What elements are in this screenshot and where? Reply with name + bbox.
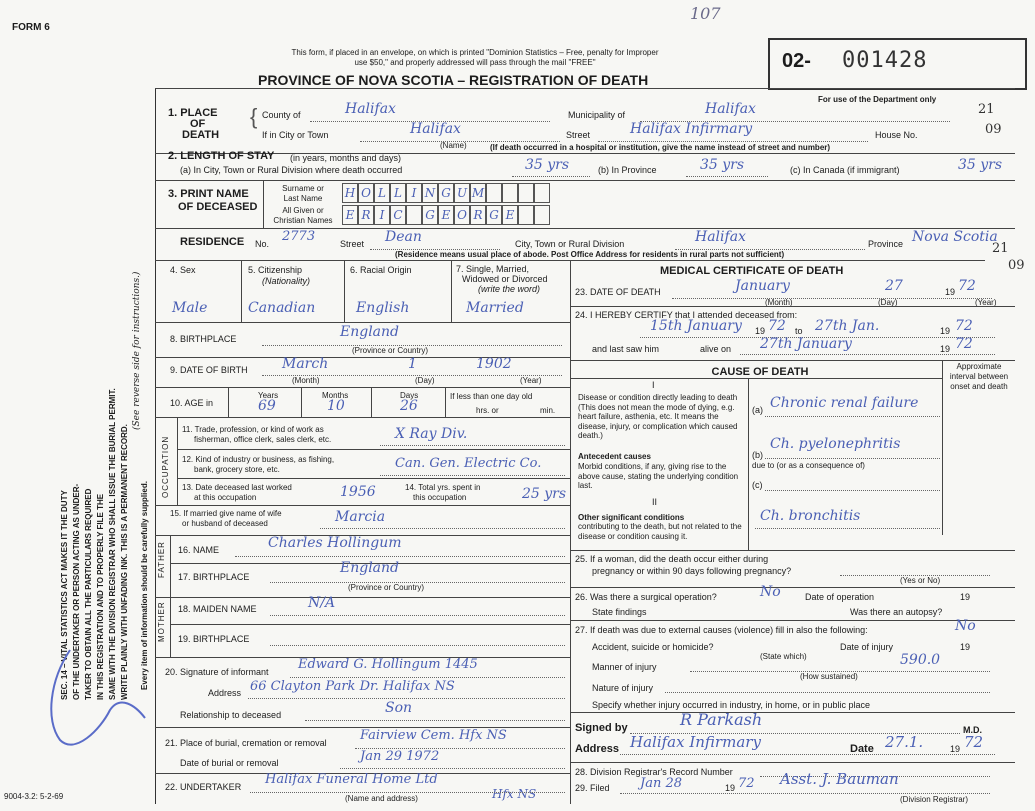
given-letter-box[interactable]: R	[470, 205, 486, 225]
place-label: 1. PLACE OF DEATH	[168, 107, 220, 141]
surname-letter-box[interactable]: H	[342, 183, 358, 203]
age-label: 10. AGE in	[170, 398, 214, 408]
date-death-day[interactable]: 27	[885, 278, 903, 294]
registrar-value[interactable]: Asst. J. Bauman	[780, 770, 899, 788]
side-line-8: Every item of information should be carefully supplied.	[140, 481, 149, 690]
residence-street-value[interactable]: Dean	[385, 229, 422, 245]
stay-a-value[interactable]: 35 yrs	[525, 157, 570, 173]
father-birthplace-label: 17. BIRTHPLACE	[178, 572, 250, 582]
given-letter-box[interactable]	[406, 205, 422, 225]
birthplace-value[interactable]: England	[340, 324, 400, 340]
stay-b-value[interactable]: 35 yrs	[700, 157, 745, 173]
date-injury-label: Date of injury	[840, 642, 894, 652]
trade-label: 11. Trade, profession, or kind of work as fisherman, office clerk, sales clerk, etc.	[182, 425, 332, 444]
date-death-month[interactable]: January	[735, 278, 790, 294]
stay-hint: (in years, months and days)	[290, 153, 402, 163]
given-letter-box[interactable]: I	[374, 205, 390, 225]
mother-maiden-label: 18. MAIDEN NAME	[178, 604, 257, 614]
alive-19: 19	[940, 344, 951, 354]
dob-month-hint: (Month)	[292, 376, 320, 385]
surname-letter-box[interactable]: G	[438, 183, 454, 203]
attend-from-19: 19	[755, 326, 766, 336]
side-line-1: SEC. 14 – VITAL STATISTICS ACT MAKES IT THE DUTY	[60, 490, 69, 700]
side-line-6: WRITE PLAINLY WITH UNFADING INK. THIS IS A PERMANENT RECORD.	[120, 424, 129, 700]
stay-a-label: (a) In City, Town or Rural Division where death occurred	[180, 165, 403, 175]
side-line-7: (See reverse side for instructions.)	[132, 271, 142, 430]
burial-date-label: Date of burial or removal	[180, 758, 279, 768]
residence-street-label: Street	[340, 239, 365, 249]
q25-label: 25. If a woman, did the death occur either during	[575, 554, 769, 564]
surname-letter-box[interactable]: O	[358, 183, 374, 203]
attend-to-19: 19	[940, 326, 951, 336]
city-label: If in City or Town	[262, 130, 329, 140]
residence-label: RESIDENCE	[180, 236, 245, 248]
stay-c-label: (c) In Canada (if immigrant)	[790, 165, 900, 175]
undertaker-hint: (Name and address)	[345, 794, 418, 803]
dob-year-hint: (Year)	[520, 376, 542, 385]
given-letter-box[interactable]: C	[390, 205, 406, 225]
cause-b-value[interactable]: Ch. pyelonephritis	[770, 436, 901, 452]
dob-day-hint: (Day)	[415, 376, 435, 385]
spouse-label: 15. If married give name of wife or husband of deceased	[170, 509, 282, 528]
occupation-side-label: OCCUPATION	[161, 435, 170, 498]
given-letter-box[interactable]: E	[438, 205, 454, 225]
med-address-label: Address	[575, 743, 620, 755]
med-date-19: 19	[950, 744, 961, 754]
due-to-label: due to (or as a consequence of)	[752, 461, 865, 470]
cause-title: CAUSE OF DEATH	[711, 366, 809, 378]
form-label: FORM 6	[12, 22, 50, 33]
side-line-4: IN THIS REGISTRATION AND TO PROPERLY FILE THE	[96, 493, 105, 700]
antecedent-text: Morbid conditions, if any, giving rise to the above cause, stating the underlying condition last.	[578, 462, 739, 490]
trade-value[interactable]: X Ray Div.	[395, 426, 468, 442]
informant-address-label: Address	[208, 688, 242, 698]
residence-province-value[interactable]: Nova Scotia	[912, 229, 998, 245]
medical-title: MEDICAL CERTIFICATE OF DEATH	[660, 265, 844, 277]
signature-scribble	[40, 640, 150, 760]
less-day-label: If less than one day old	[450, 392, 533, 401]
given-letter-box[interactable]: R	[358, 205, 374, 225]
med-date-label: Date	[850, 743, 874, 755]
cause-c-label: (c)	[752, 480, 763, 490]
father-name-label: 16. NAME	[178, 545, 220, 555]
roman-1: I	[652, 380, 655, 390]
nature-label: Nature of injury	[592, 683, 654, 693]
state-which-label: (State which)	[760, 652, 807, 661]
undertaker-value[interactable]: Halifax Funeral Home Ltd	[265, 772, 438, 787]
surname-letter-box[interactable]	[534, 183, 550, 203]
racial-value[interactable]: English	[356, 300, 410, 316]
date-death-year-prefix: 19	[945, 287, 956, 297]
years-label: Years	[258, 391, 279, 400]
father-name-value[interactable]: Charles Hollingum	[268, 535, 402, 551]
birthplace-label: 8. BIRTHPLACE	[170, 334, 237, 344]
industry-label: 12. Kind of industry or business, as fishing, bank, grocery store, etc.	[182, 455, 335, 474]
mother-birthplace-label: 19. BIRTHPLACE	[178, 634, 250, 644]
how-sustained-label: (How sustained)	[800, 672, 858, 681]
residence-no-label: No.	[255, 239, 270, 249]
marital-value[interactable]: Married	[466, 300, 524, 316]
manner-label: Manner of injury	[592, 662, 657, 672]
surname-letter-box[interactable]	[486, 183, 502, 203]
county-value[interactable]: Halifax	[345, 101, 396, 117]
relationship-value[interactable]: Son	[385, 700, 413, 716]
other-value[interactable]: Ch. bronchitis	[760, 508, 861, 524]
total-label: 14. Total yrs. spent in this occupation	[405, 483, 481, 502]
days-label: Days	[400, 391, 419, 400]
q28-label: 28. Division Registrar's Record Number	[575, 767, 733, 777]
reg-prefix: 02-	[782, 50, 811, 72]
last-worked-label: 13. Date deceased last worked at this occupation	[182, 483, 292, 502]
attend-from[interactable]: 15th January	[650, 318, 742, 334]
street-label: Street	[566, 130, 591, 140]
informant-address-value[interactable]: 66 Clayton Park Dr. Halifax NS	[250, 679, 455, 694]
mother-maiden-value[interactable]: N/A	[308, 595, 336, 611]
certify-label: 24. I HEREBY CERTIFY that I attended deceased from:	[575, 310, 798, 320]
mother-side-label: MOTHER	[157, 601, 166, 642]
attend-to-year[interactable]: 72	[955, 318, 973, 334]
residence-province-label: Province	[868, 239, 904, 249]
date-injury-19: 19	[960, 642, 971, 652]
undertaker-value-2[interactable]: Hfx NS	[492, 787, 537, 801]
filed-19: 19	[725, 783, 736, 793]
months-label: Months	[322, 391, 349, 400]
last-saw-label: and last saw him	[592, 344, 660, 354]
father-side-label: FATHER	[157, 541, 166, 578]
med-date-year[interactable]: 72	[964, 733, 984, 751]
dept-use-label: For use of the Department only	[818, 95, 937, 104]
date-death-year[interactable]: 72	[958, 278, 976, 294]
q27-label: 27. If death was due to external causes (violence) fill in also the following:	[575, 625, 868, 635]
surname-letter-box[interactable]: L	[390, 183, 406, 203]
q25-label-2: pregnancy or within 90 days following pregnancy?	[592, 566, 792, 576]
roman-2: II	[652, 497, 658, 507]
hospital-note: (If death occurred in a hospital or institution, give the name instead of street and number)	[490, 143, 831, 152]
q26-value[interactable]: No	[760, 584, 781, 600]
municipality-label: Municipality of	[568, 110, 626, 120]
alive-value[interactable]: 27th January	[760, 336, 852, 352]
father-birthplace-hint: (Province or Country)	[348, 583, 425, 592]
name-hint: (Name)	[440, 141, 467, 150]
specify-label: Specify whether injury occurred in industry, in home, or in public place	[592, 700, 870, 710]
surname-letter-box[interactable]: I	[406, 183, 422, 203]
given-letter-box[interactable]	[534, 205, 550, 225]
residence-code-2: 09	[1008, 258, 1025, 273]
signed-value[interactable]: R Parkash	[680, 710, 763, 729]
disease-label: Disease or condition directly leading to death (This does not mean the mode of dying, e.g. heart failure, asthenia, etc. It means the disease, injury, or complication which caused death.)	[578, 393, 738, 440]
surname-letter-box[interactable]	[518, 183, 534, 203]
dob-day[interactable]: 1	[408, 356, 417, 372]
last-worked-value[interactable]: 1956	[340, 484, 376, 500]
surname-letter-box[interactable]: N	[422, 183, 438, 203]
cause-a-label: (a)	[752, 405, 763, 415]
citizenship-hint: (Nationality)	[262, 276, 311, 286]
date-death-day-hint: (Day)	[878, 298, 898, 307]
residence-no-value[interactable]: 2773	[282, 229, 316, 244]
stay-b-label: (b) In Province	[598, 165, 657, 175]
surname-letter-box[interactable]: M	[470, 183, 486, 203]
given-letter-box[interactable]: G	[486, 205, 502, 225]
place-code-1: 21	[978, 102, 995, 117]
left-frame	[155, 88, 156, 804]
dob-month[interactable]: March	[282, 356, 329, 372]
top-frame	[155, 88, 1015, 89]
burial-date-value[interactable]: Jan 29 1972	[360, 749, 440, 764]
signed-label: Signed by	[575, 722, 628, 734]
racial-label: 6. Racial Origin	[350, 265, 412, 275]
manner-value[interactable]: 590.0	[900, 652, 941, 668]
op-date-19: 19	[960, 592, 971, 602]
months-value[interactable]: 10	[327, 398, 345, 414]
cause-b-label: (b)	[752, 450, 763, 460]
date-death-year-hint: (Year)	[975, 298, 997, 307]
other-text: contributing to the death, but not related to the disease or condition causing it.	[578, 522, 742, 541]
given-label: All Given or Christian Names	[273, 206, 333, 225]
residence-city-label: City, Town or Rural Division	[515, 239, 625, 249]
interval-label: Approximate interval between onset and death	[949, 362, 1009, 391]
q26-label: 26. Was there a surgical operation?	[575, 592, 717, 602]
residence-city-value[interactable]: Halifax	[695, 229, 746, 245]
accident-label: Accident, suicide or homicide?	[592, 642, 714, 652]
min-label: min.	[540, 406, 556, 415]
county-label: County of	[262, 110, 301, 120]
op-date-label: Date of operation	[805, 592, 875, 602]
days-value[interactable]: 26	[400, 398, 418, 414]
street-value[interactable]: Halifax Infirmary	[630, 121, 753, 137]
relationship-label: Relationship to deceased	[180, 710, 282, 720]
cause-a-value[interactable]: Chronic renal failure	[770, 395, 919, 411]
top-number: 107	[690, 4, 721, 23]
other-label: Other significant conditions	[578, 513, 685, 522]
date-death-label: 23. DATE OF DEATH	[575, 287, 661, 297]
given-letter-box[interactable]: O	[454, 205, 470, 225]
notice-line-2: use $50," and properly addressed will pass through the mail "FREE"	[354, 58, 596, 67]
industry-value[interactable]: Can. Gen. Electric Co.	[395, 456, 542, 471]
attend-from-year[interactable]: 72	[768, 318, 786, 334]
citizenship-value[interactable]: Canadian	[248, 300, 316, 316]
citizenship-label: 5. Citizenship	[248, 265, 303, 275]
city-value[interactable]: Halifax	[410, 121, 461, 137]
informant-sig-value[interactable]: Edward G. Hollingum 1445	[298, 657, 478, 672]
given-letter-box[interactable]	[518, 205, 534, 225]
father-birthplace-value[interactable]: England	[340, 560, 400, 576]
stay-label: 2. LENGTH OF STAY	[168, 150, 275, 162]
attend-to-label: to	[795, 326, 803, 336]
state-findings-label: State findings	[592, 607, 647, 617]
hrs-label: hrs. or	[476, 406, 499, 415]
sex-value[interactable]: Male	[172, 300, 208, 316]
total-value[interactable]: 25 yrs	[522, 486, 567, 502]
alive-label: alive on	[700, 344, 732, 354]
municipality-value[interactable]: Halifax	[705, 101, 756, 117]
marital-label: 7. Single, Married, Widowed or Divorced (write the word)	[456, 264, 548, 294]
registrar-hint: (Division Registrar)	[900, 795, 969, 804]
dob-year[interactable]: 1902	[476, 356, 512, 372]
years-value[interactable]: 69	[258, 398, 276, 414]
surname-label: Surname or Last Name	[282, 184, 324, 203]
reg-number: 001428	[842, 48, 928, 73]
attend-to[interactable]: 27th Jan.	[815, 318, 880, 334]
stay-c-value[interactable]: 35 yrs	[958, 157, 1003, 173]
brace: {	[250, 104, 258, 129]
date-death-month-hint: (Month)	[765, 298, 793, 307]
birthplace-hint: (Province or Country)	[352, 346, 429, 355]
autopsy-label: Was there an autopsy?	[850, 607, 943, 617]
undertaker-label: 22. UNDERTAKER	[165, 782, 242, 792]
print-name-label: 3. PRINT NAME OF DECEASED	[168, 188, 258, 213]
med-date-value[interactable]: 27.1.	[885, 733, 924, 751]
surname-letter-box[interactable]: U	[454, 183, 470, 203]
md-label: M.D.	[963, 725, 982, 735]
filed-value[interactable]: Jan 28	[640, 776, 683, 791]
dob-label: 9. DATE OF BIRTH	[170, 365, 248, 375]
alive-year[interactable]: 72	[955, 336, 973, 352]
q29-label: 29. Filed	[575, 783, 610, 793]
informant-sig-label: 20. Signature of informant	[165, 667, 269, 677]
q25-yes-no: (Yes or No)	[900, 576, 941, 585]
footer-code: 9004-3.2: 5-2-69	[4, 792, 64, 801]
side-line-2: OF THE UNDERTAKER OR PERSON ACTING AS UNDER-	[72, 483, 81, 700]
side-line-5: SAME WITH THE DIVISION REGISTRAR WHO SHALL ISSUE THE BURIAL PERMIT.	[108, 388, 117, 700]
registration-number-box	[768, 38, 1027, 90]
burial-place-label: 21. Place of burial, cremation or removal	[165, 738, 327, 748]
q27-value[interactable]: No	[955, 618, 976, 634]
burial-place-value[interactable]: Fairview Cem. Hfx NS	[360, 728, 507, 743]
antecedent-label: Antecedent causes	[578, 452, 651, 461]
sex-label: 4. Sex	[170, 265, 196, 275]
given-letter-box[interactable]: G	[422, 205, 438, 225]
form-title: PROVINCE OF NOVA SCOTIA – REGISTRATION OF DEATH	[258, 72, 649, 88]
notice-line-1: This form, if placed in an envelope, on which is printed "Dominion Statistics – Free, penalty for Improper	[291, 48, 659, 57]
residence-note: (Residence means usual place of abode. Post Office Address for residents in rural parts not sufficient)	[395, 250, 785, 259]
residence-code-1: 21	[992, 241, 1009, 256]
surname-letter-box[interactable]: L	[374, 183, 390, 203]
spouse-value[interactable]: Marcia	[335, 509, 386, 525]
med-address-value[interactable]: Halifax Infirmary	[630, 733, 761, 751]
house-label: House No.	[875, 130, 918, 140]
surname-letter-box[interactable]	[502, 183, 518, 203]
given-letter-box[interactable]: E	[342, 205, 358, 225]
side-line-3: TAKER TO OBTAIN ALL THE PARTICULARS REQUIRED	[84, 488, 93, 700]
given-letter-box[interactable]: E	[502, 205, 518, 225]
place-code-2: 09	[985, 122, 1002, 137]
filed-year[interactable]: 72	[738, 776, 755, 791]
